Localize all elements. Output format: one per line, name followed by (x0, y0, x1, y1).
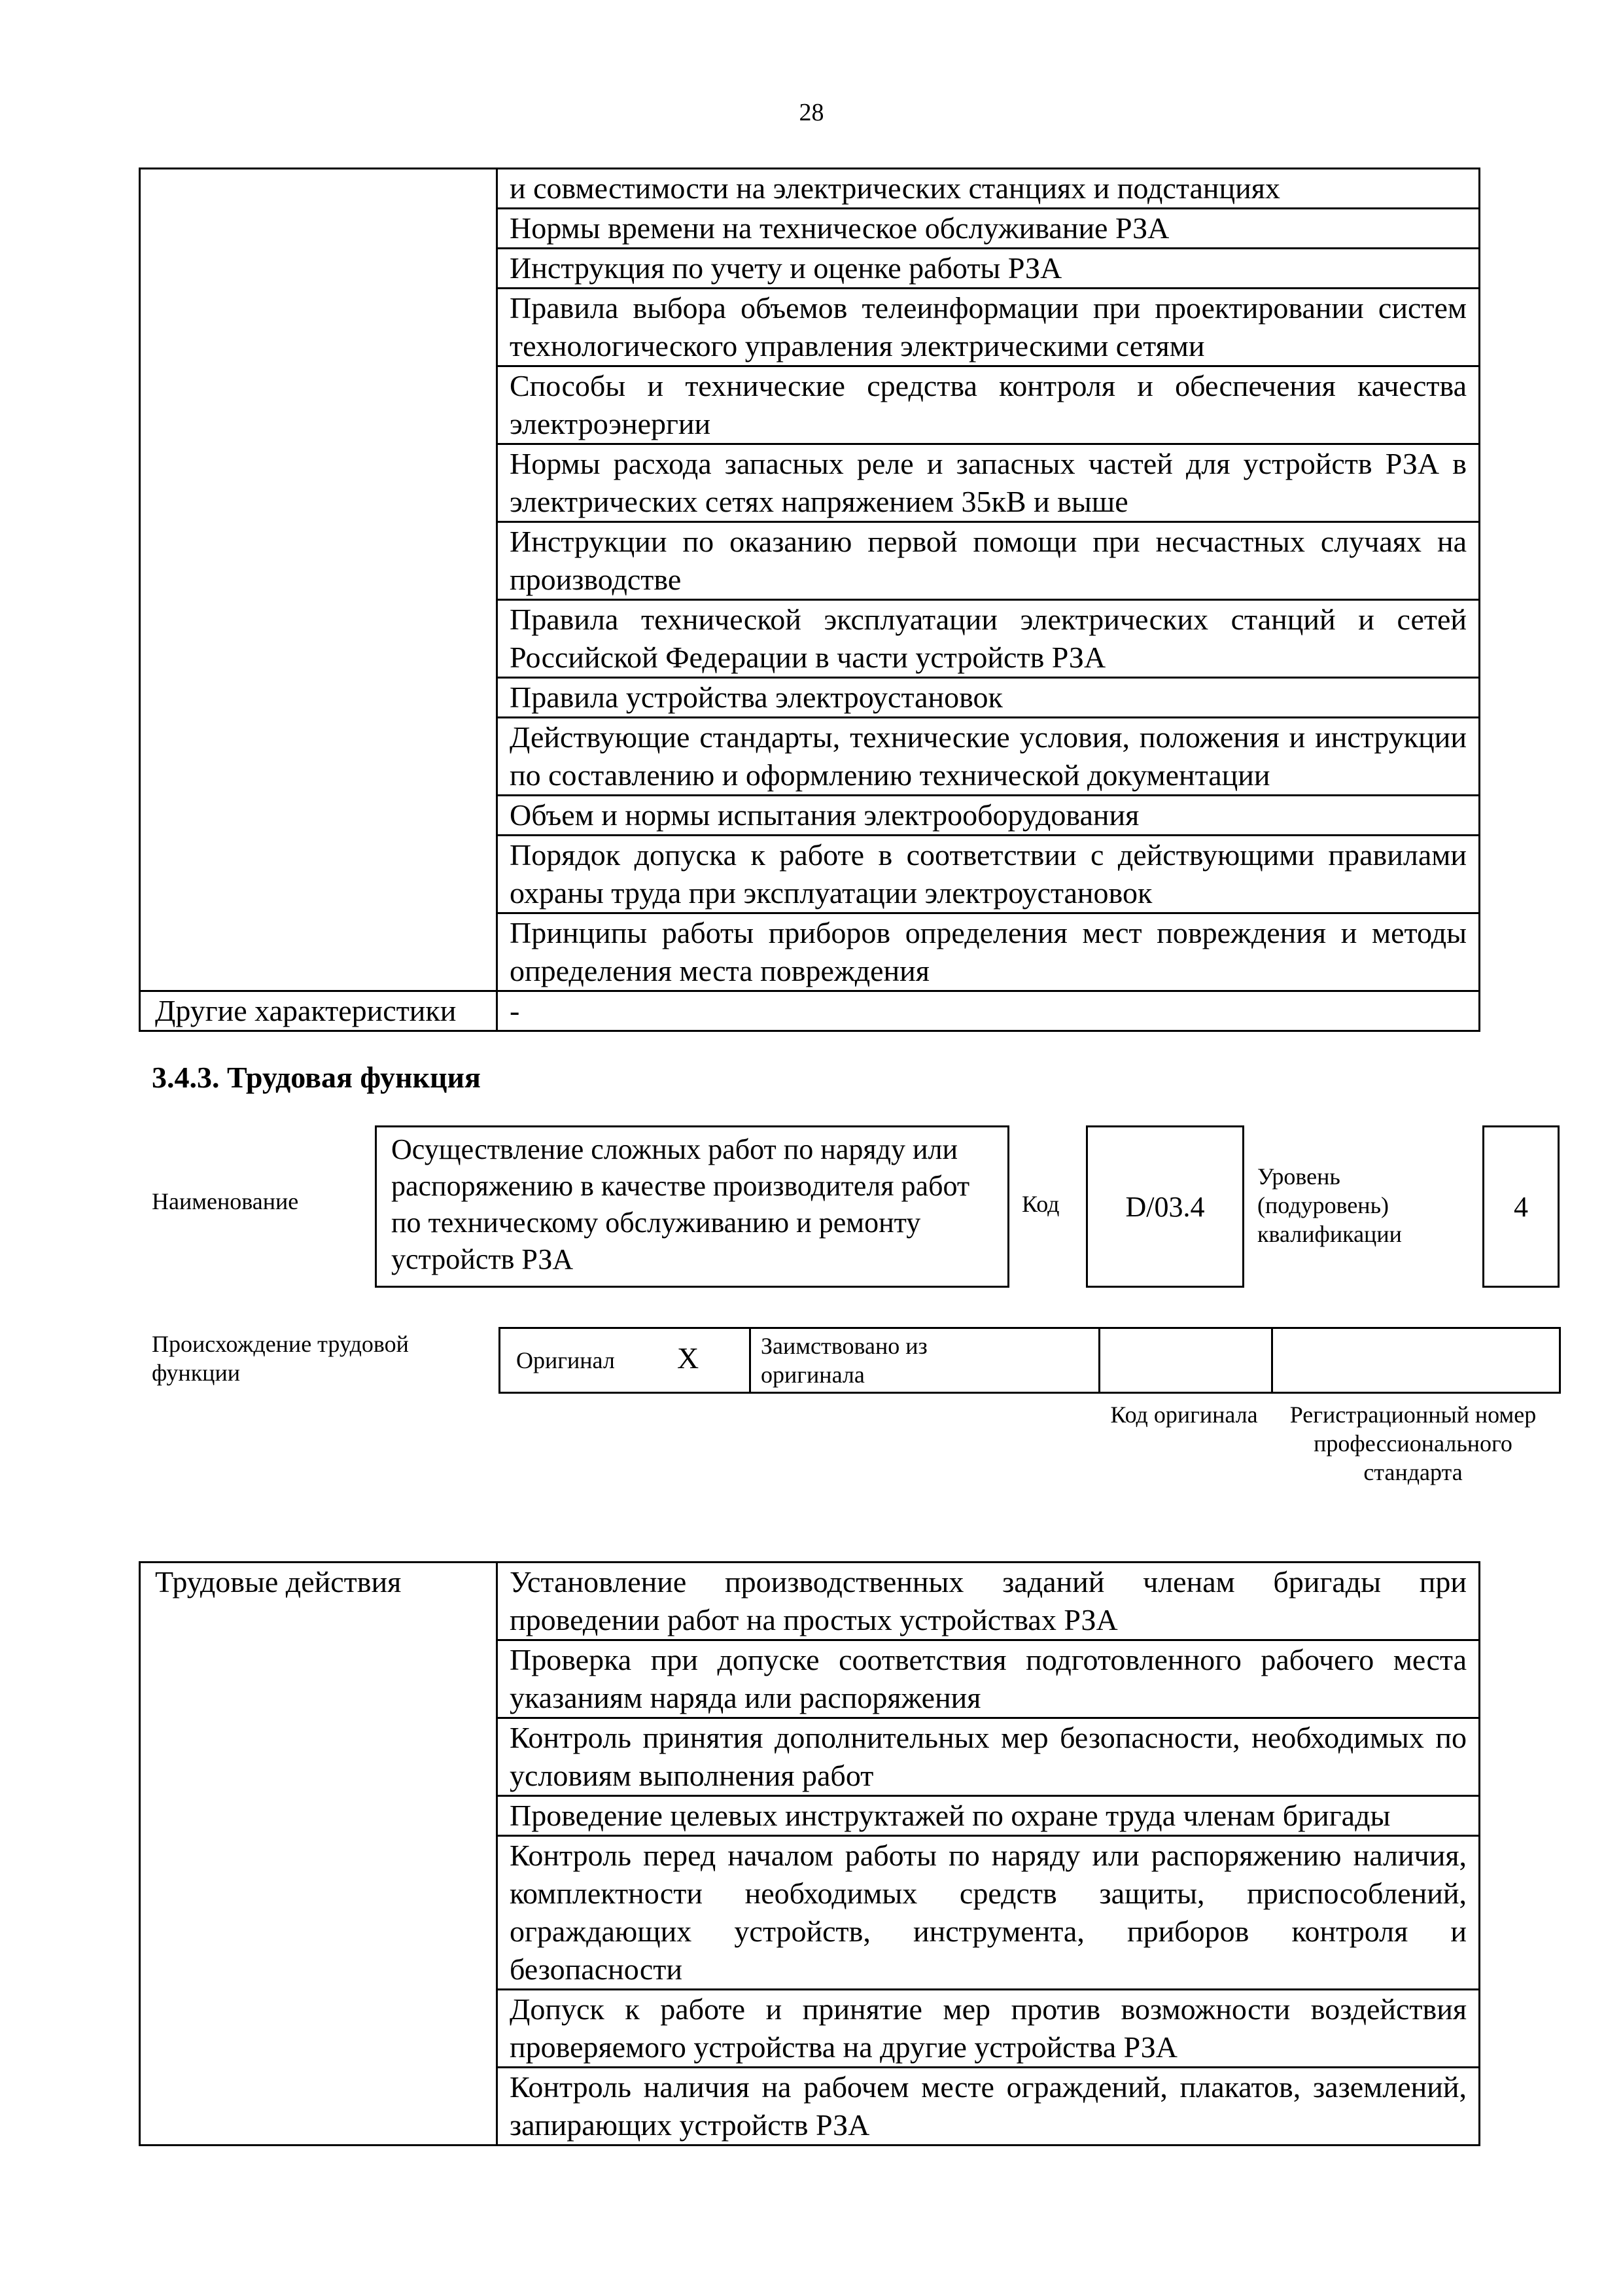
table-row (140, 991, 1480, 1031)
knowledge-item: и совместимости на электрических станциях и подстанциях (497, 169, 1480, 209)
labor-action-item: Проведение целевых инструктажей по охране труда членам бригады (497, 1796, 1480, 1836)
labor-actions-label: Трудовые действия (140, 1563, 497, 2146)
borrowed-label: Заимствовано из оригинала (761, 1333, 928, 1388)
labor-action-item: Установление производственных заданий членам бригады при проведении работ на простых устройствах РЗА (497, 1563, 1480, 1640)
level-value: 4 (1514, 1191, 1528, 1223)
level-box (1482, 1125, 1560, 1288)
page-number: 28 (799, 99, 824, 126)
origin-box (498, 1327, 1561, 1394)
registration-number-caption: Регистрационный номер профессионального стандарта (1289, 1402, 1537, 1485)
name-label: Наименование (152, 1188, 299, 1214)
required-knowledge-table (139, 168, 1480, 1032)
knowledge-item: Правила технической эксплуатации электрических станций и сетей Российской Федерации в части устройств РЗА (497, 600, 1480, 678)
knowledge-item: Нормы расхода запасных реле и запасных частей для устройств РЗА в электрических сетях напряжением 35кВ и выше (497, 444, 1480, 522)
table-row (140, 169, 1480, 209)
knowledge-item: Нормы времени на техническое обслуживание РЗА (497, 209, 1480, 249)
level-label: Уровень (подуровень) квалификации (1257, 1163, 1402, 1247)
knowledge-item: Способы и технические средства контроля и обеспечения качества электроэнергии (497, 366, 1480, 444)
labor-action-item: Контроль перед началом работы по наряду или распоряжению наличия, комплектности необходимых средств защиты, приспособлений, ограждающих устройств, инструмента, приборов контроля и безопасности (497, 1836, 1480, 1990)
labor-action-item: Допуск к работе и принятие мер против возможности воздействия проверяемого устройства на другие устройства РЗА (497, 1990, 1480, 2068)
knowledge-item: Инструкции по оказанию первой помощи при несчастных случаях на производстве (497, 522, 1480, 600)
section-heading: 3.4.3. Трудовая функция (152, 1061, 481, 1094)
labor-actions-table (139, 1561, 1480, 2146)
divider (1271, 1329, 1273, 1392)
other-characteristics-label: Другие характеристики (140, 991, 497, 1031)
knowledge-item: Объем и нормы испытания электрооборудования (497, 796, 1480, 836)
knowledge-item: Инструкция по учету и оценке работы РЗА (497, 249, 1480, 289)
origin-label: Происхождение трудовой функции (152, 1331, 409, 1386)
labor-action-item: Контроль принятия дополнительных мер безопасности, необходимых по условиям выполнения работ (497, 1718, 1480, 1796)
code-box (1086, 1125, 1244, 1288)
table-row (140, 1563, 1480, 1640)
code-label: Код (1022, 1191, 1060, 1217)
code-value: D/03.4 (1125, 1191, 1205, 1223)
knowledge-item: Правила выбора объемов телеинформации при проектировании систем технологического управления электрическими сетями (497, 289, 1480, 366)
original-mark: X (677, 1341, 699, 1375)
knowledge-item: Принципы работы приборов определения мест повреждения и методы определения места повреждения (497, 913, 1480, 991)
original-code-caption: Код оригинала (1110, 1402, 1258, 1428)
divider (1098, 1329, 1100, 1392)
labor-action-item: Контроль наличия на рабочем месте ограждений, плакатов, заземлений, запирающих устройств РЗА (497, 2068, 1480, 2146)
divider (749, 1329, 751, 1392)
labor-action-item: Проверка при допуске соответствия подготовленного рабочего места указаниям наряда или распоряжения (497, 1640, 1480, 1718)
empty-label-cell (140, 169, 497, 991)
function-name-box (375, 1125, 1009, 1288)
other-characteristics-value: - (497, 991, 1480, 1031)
original-label: Оригинал (516, 1347, 615, 1373)
knowledge-item: Действующие стандарты, технические условия, положения и инструкции по составлению и оформлению технической документации (497, 718, 1480, 796)
function-name: Осуществление сложных работ по наряду или распоряжению в качестве производителя работ по техническому обслуживанию и ремонту устройств РЗА (391, 1133, 970, 1275)
knowledge-item: Правила устройства электроустановок (497, 678, 1480, 718)
knowledge-item: Порядок допуска к работе в соответствии с действующими правилами охраны труда при эксплуатации электроустановок (497, 836, 1480, 913)
